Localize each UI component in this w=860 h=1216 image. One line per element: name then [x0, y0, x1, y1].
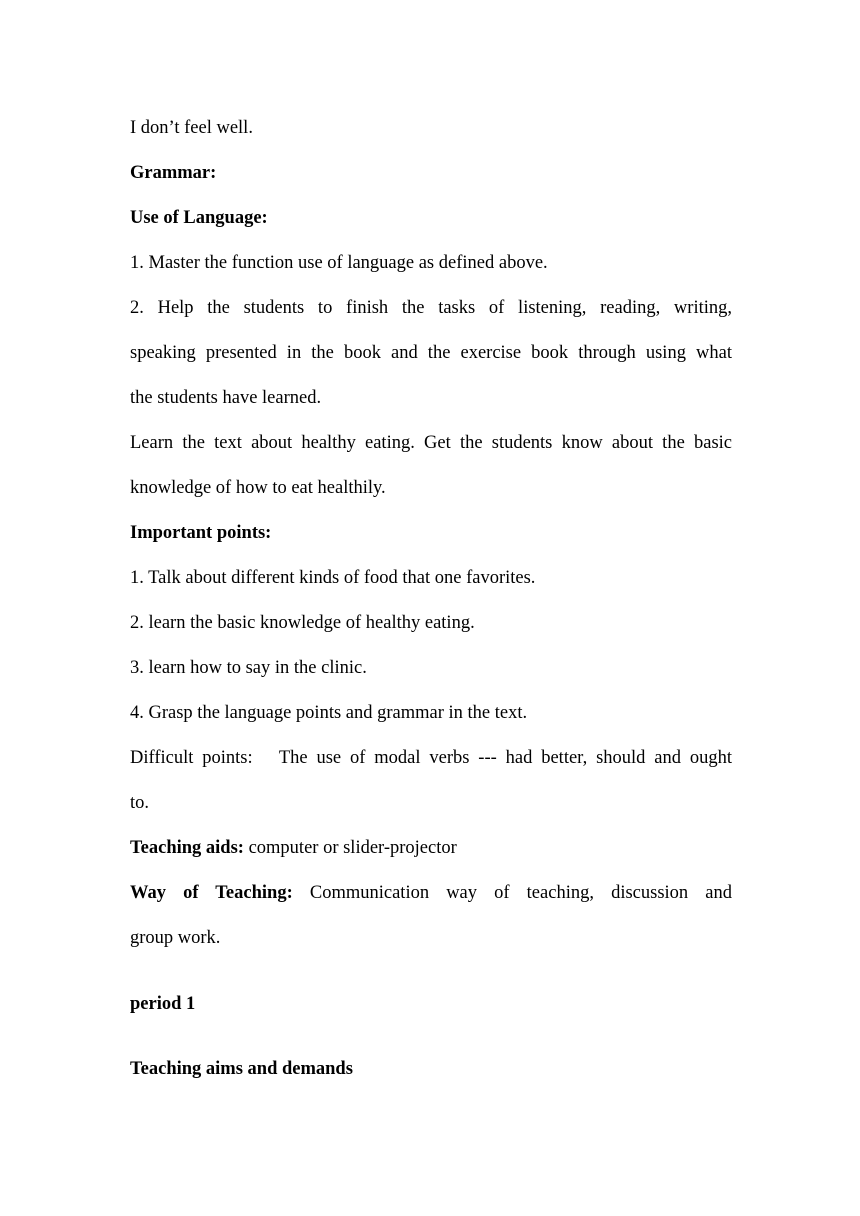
use-item-2-line-2: speaking presented in the book and the exercise book through using what [130, 343, 732, 363]
paragraph-feel-well: I don’t feel well. [130, 118, 253, 138]
use-of-language-heading: Use of Language: [130, 208, 268, 228]
period-heading: period 1 [130, 994, 196, 1014]
way-of-teaching-label: Way of Teaching: [130, 883, 293, 903]
teaching-aids-value: computer or slider-projector [243, 838, 457, 858]
difficult-points-line-2: to. [130, 793, 150, 813]
important-item-3: 3. learn how to say in the clinic. [130, 658, 367, 678]
teaching-aims-heading: Teaching aims and demands [130, 1059, 353, 1079]
important-item-4: 4. Grasp the language points and grammar in the text. [130, 703, 528, 723]
way-of-teaching-line-2: group work. [130, 928, 221, 948]
important-item-1: 1. Talk about different kinds of food that one favorites. [130, 568, 536, 588]
grammar-heading: Grammar: [130, 163, 217, 183]
important-points-heading: Important points: [130, 523, 272, 543]
learn-text-line-2: knowledge of how to eat healthily. [130, 478, 386, 498]
teaching-aids-label: Teaching aids: [130, 838, 244, 858]
use-item-2-line-1: 2. Help the students to finish the tasks of listening, reading, writing, [130, 298, 732, 318]
way-of-teaching-line-1 [130, 882, 732, 904]
teaching-aids-line [130, 837, 732, 859]
learn-text-line-1: Learn the text about healthy eating. Get the students know about the basic [130, 433, 732, 453]
important-item-2: 2. learn the basic knowledge of healthy eating. [130, 613, 475, 633]
difficult-points-line-1: Difficult points: The use of modal verbs --- had better, should and ought [130, 748, 732, 768]
way-of-teaching-value: Communication way of teaching, discussion and [292, 883, 732, 903]
use-item-2-line-3: the students have learned. [130, 388, 322, 408]
use-item-1: 1. Master the function use of language as defined above. [130, 253, 548, 273]
